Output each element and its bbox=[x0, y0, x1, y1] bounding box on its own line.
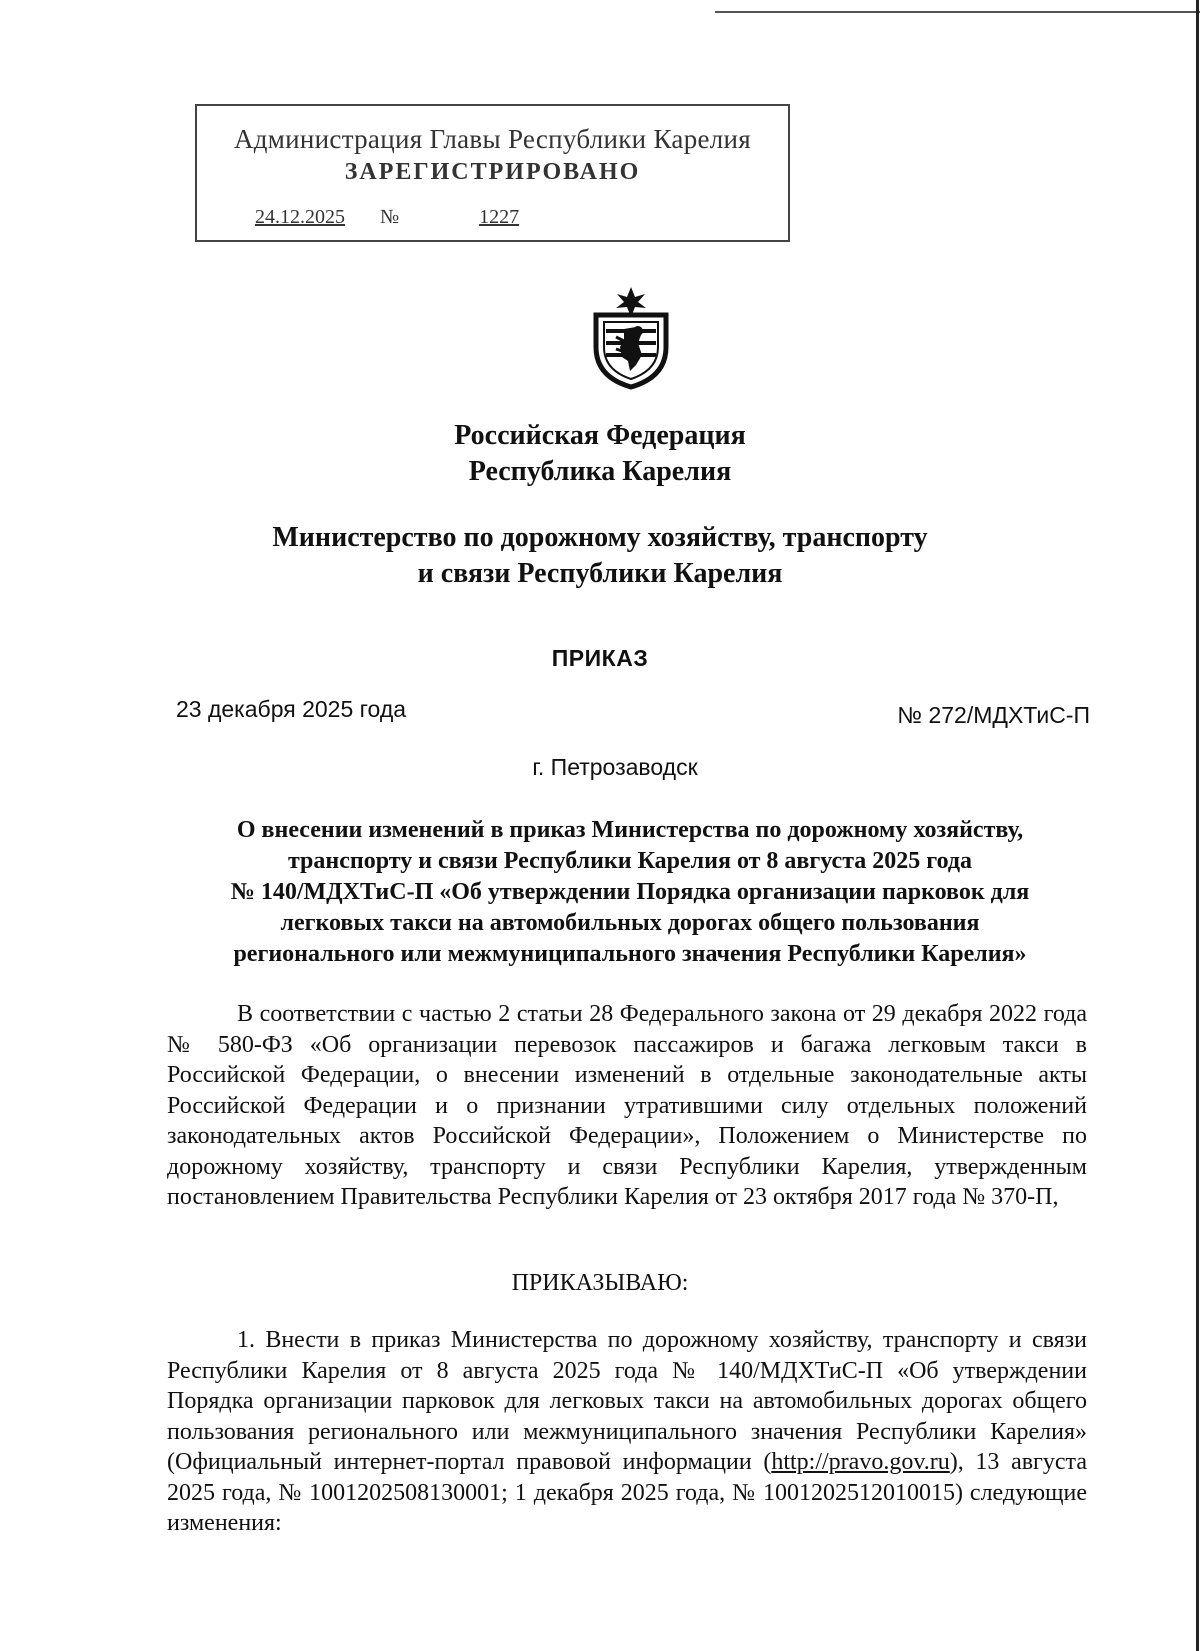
title-line: регионального или межмуниципального значения Республики Карелия» bbox=[233, 941, 1027, 967]
stamp-date: 24.12.2025 bbox=[255, 206, 345, 228]
republic-name: Республика Карелия bbox=[468, 456, 732, 487]
item-1-paragraph bbox=[167, 1325, 1087, 1539]
title-line: № 140/МДХТиС-П «Об утверждении Порядка организации парковок для bbox=[230, 879, 1030, 905]
registration-stamp bbox=[195, 104, 790, 242]
title-line: О внесении изменений в приказ Министерства по дорожному хозяйству, bbox=[236, 817, 1024, 843]
stamp-number-sign: № bbox=[380, 206, 400, 228]
order-date: 23 декабря 2025 года bbox=[176, 696, 407, 722]
scan-edge-top bbox=[715, 11, 1200, 13]
ministry-name-line1: Министерство по дорожному хозяйству, транспорту bbox=[272, 522, 928, 553]
document-type: ПРИКАЗ bbox=[551, 645, 649, 671]
scan-edge-right bbox=[1196, 0, 1199, 1651]
stamp-number: 1227 bbox=[479, 206, 520, 228]
preamble-paragraph bbox=[167, 999, 1087, 1213]
country-name: Российская Федерация bbox=[454, 420, 746, 451]
title-line: легковых такси на автомобильных дорогах общего пользования bbox=[280, 910, 980, 936]
order-number: № 272/МДХТиС-П bbox=[897, 702, 1090, 728]
title-line: транспорту и связи Республики Карелия от 8 августа 2025 года bbox=[287, 848, 973, 874]
ministry-name-line2: и связи Республики Карелия bbox=[417, 558, 783, 589]
document-title bbox=[180, 815, 1080, 970]
pravo-link[interactable]: http://pravo.gov.ru bbox=[771, 1449, 950, 1475]
stamp-status: ЗАРЕГИСТРИРОВАНО bbox=[344, 159, 641, 185]
preamble-text: В соответствии с частью 2 статьи 28 Федерального закона от 29 декабря 2022 года № 580-ФЗ «Об организации перевозок пассажиров и багажа легковым такси в Российской Федерации, о внесении изменений в отдельные законодательные акты Российской Федерации и о признании утратившими силу отдельных положений законодательных актов Российской Федерации», Положением о Министерстве по дорожному хозяйству, транспорту и связи Республики Карелия, утвержденным постановлением Правительства Республики Карелия от 23 октября 2017 года № 370-П, bbox=[167, 1001, 1087, 1210]
item-1-text-part1: 1. Внести в приказ Министерства по дорожному хозяйству, транспорту и связи Республики Карелия от 8 августа 2025 года № 140/МДХТиС-П «Об утверждении Порядка организации парковок для легковых такси на автомобильных дорогах общего пользования регионального или межмуниципального значения Республики Карелия» (Официальный интернет-портал правовой информации ( bbox=[167, 1327, 1087, 1475]
item-1-text-part2: ), 13 августа 2025 года, № 1001202508130001; 1 декабря 2025 года, № 1001202512010015) следующие изменения: bbox=[167, 1449, 1087, 1536]
orders-heading: ПРИКАЗЫВАЮ: bbox=[511, 1270, 689, 1296]
stamp-date-number-row bbox=[217, 206, 574, 229]
karelia-coat-of-arms-icon bbox=[586, 285, 676, 390]
order-city: г. Петрозаводск bbox=[532, 754, 698, 780]
stamp-title: Администрация Главы Республики Карелия bbox=[233, 124, 752, 154]
ministry-header bbox=[0, 520, 1200, 592]
issuer-header bbox=[0, 418, 1200, 490]
